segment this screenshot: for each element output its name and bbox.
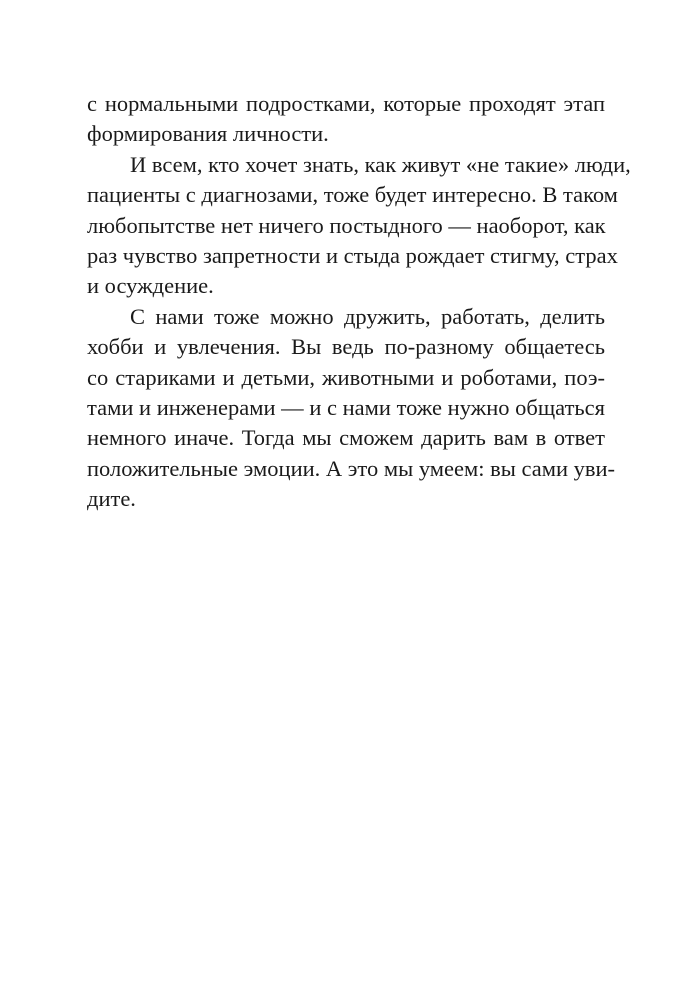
text-line: немного иначе. Тогда мы сможем дарить вам в ответ [87,425,605,451]
text-line: хобби и увлечения. Вы ведь по-разному общаетесь [87,334,605,360]
text-line: пациенты с диагнозами, тоже будет интересно. В таком [87,182,618,208]
text-line: дите. [87,486,136,512]
text-line: С нами тоже можно дружить, работать, делить [130,303,605,329]
text-line: с нормальными подростками, которые проходят этап [87,91,605,116]
text-line: любопытстве нет ничего постыдного — наоборот, как [87,212,606,238]
text-line: со стариками и детьми, животными и роботами, поэ- [87,364,605,390]
text-line: положительные эмоции. А это мы умеем: вы сами уви- [87,455,616,481]
text-line: формирования личности. [87,121,329,147]
text-line: и осуждение. [87,273,214,299]
text-line: тами и инженерами — и с нами тоже нужно общаться [87,394,605,420]
text-line: раз чувство запретности и стыда рождает стигму, страх [87,242,618,268]
body-text [87,89,631,514]
text-line: И всем, кто хочет знать, как живут «не такие» люди, [130,151,631,177]
